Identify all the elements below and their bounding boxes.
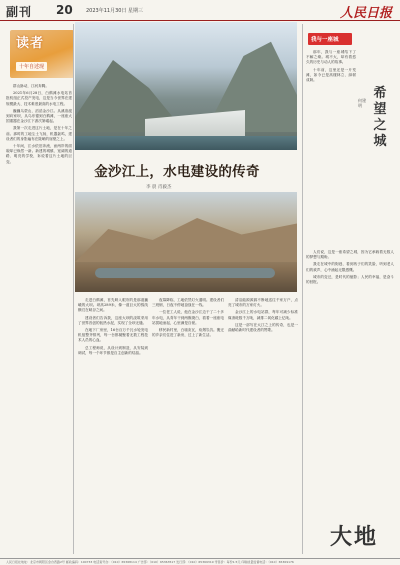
page-number: 20 — [56, 3, 73, 17]
right-article-title: 希望之城 — [373, 86, 387, 149]
article-byline: 李 晨 肖毅杰 — [146, 185, 172, 190]
masthead-logo: 人民日报 — [339, 6, 392, 21]
paragraph: 移民新村里，白墙灰瓦，炊烟袅袅。搬迁的乡亲们住进了新房，过上了新生活。 — [152, 328, 224, 338]
article-column-2 — [152, 298, 224, 553]
paragraph: 我第一次走进这片土地，是在十年之前。那时的工地尘土飞扬，机器轰鸣，建设者们的身影遍布在陡峭的崖壁之上。 — [6, 126, 72, 141]
paragraph: 十年间，江水依旧奔流，而两岸的面貌却已焕然一新。新建的城镇、宽阔的道路、明亮的学校，诉说着这片土地的巨变。 — [6, 144, 72, 164]
section-name: 副刊 — [6, 5, 33, 19]
paragraph: 我走在城中的街巷，看到孩子们的笑脸，听到老人们的欢声，心中涌起无限感慨。 — [306, 262, 394, 272]
page-header — [0, 0, 400, 21]
brush-calligraphy: 大地 — [330, 524, 379, 550]
article-headline: 金沙江上，水电建设的传奇 — [94, 164, 260, 180]
paragraph: 夜幕降临，工地依然灯火通明。建设者们三班倒，日夜不停地奋战在一线。 — [152, 298, 224, 308]
right-column-text-bottom — [306, 250, 394, 515]
right-column-banner-text: 我与一座城 — [311, 37, 339, 43]
paragraph: 巍巍乌蒙山，滔滔金沙江。从溪洛渡到向家坝，从乌东德到白鹤滩，一座座大国重器在金沙江下游次第崛起。 — [6, 108, 72, 124]
article-column-1 — [78, 298, 148, 553]
photo-canyon — [75, 192, 297, 292]
paragraph: 群山脉动，江河奔腾。 — [13, 84, 49, 88]
column-divider — [73, 24, 74, 554]
paragraph: 城市的变迁，是时代的缩影；人民的幸福，是奋斗的回报。 — [306, 274, 394, 285]
paragraph: 2021年6月28日，白鹤滩水电站首批机组正式投产发电，这是当今世界在建规模最大、技术难度最高的水电工程。 — [6, 91, 72, 106]
photo-ridge — [75, 207, 297, 262]
right-article-author: 何建明 — [358, 98, 366, 108]
paragraph: 金沙江上的水电站群，每年可减少标准煤消耗数千万吨，减排二氧化碳上亿吨。 — [228, 310, 298, 320]
column-badge-title: 读者 — [16, 36, 45, 51]
hero-photo-dam — [75, 22, 297, 150]
paragraph: 人们说，这是一座希望之城，因为它承载着无数人的梦想与期盼。 — [306, 250, 394, 260]
paragraph: 一位老工人说，他在金沙江边干了二十多年水电，从青年干到两鬓斑白，看着一座座电站拔地而起，心里满是自豪。 — [152, 310, 224, 325]
date-line: 2023年11月30日 星期三 — [86, 8, 144, 14]
paragraph: 总工程师说，从设计到制造，从安装到调试，每一个环节都是自主创新的结晶。 — [78, 345, 148, 355]
paragraph: 建设者们告诉我，这座大坝的浇筑采用了世界首创的低热水泥，实现了全坝无缝。 — [78, 315, 148, 325]
paragraph: 那年，我与一座城结下了不解之缘。城不大，却有着悠久的历史与动人的故事。 — [306, 50, 356, 65]
paragraph: 在地下厂房里，16台百万千瓦水轮发电机组整齐排列，每一台都凝聚着无数工程技术人员的心血。 — [78, 328, 148, 343]
photo-river — [95, 268, 275, 278]
paragraph: 这是一部写在大江之上的传奇，也是一曲献给新时代建设者的赞歌。 — [228, 322, 298, 333]
article-column-3 — [228, 298, 298, 553]
paragraph: 清洁能源源源不断地送往千家万户，点亮了城市的万家灯火。 — [228, 298, 298, 308]
column-divider — [302, 24, 303, 554]
page-footer: 人民日报社地址：北京市朝阳区金台西路2号 邮政编码：100733 电话查号台：（010）65368114 广告部：（010）65363517 发行部：（010）65369319 零售价：每份1.5元 印刷质量监督电话：（010）65369176 — [0, 558, 400, 565]
left-column-text — [6, 84, 72, 554]
paragraph: 走进白鹤滩，首先映入眼帘的是那道巍峨的大坝。坝高289米，像一道巨大的弧线横亘在峡谷之间。 — [78, 298, 148, 313]
paragraph: 十年前，这里还是一片荒滩，如今已是高楼林立、绿树成荫。 — [306, 67, 356, 83]
right-column-text-top — [306, 50, 356, 250]
photo-river — [75, 136, 297, 150]
column-badge-subtitle: 十年自述现 — [16, 62, 47, 71]
